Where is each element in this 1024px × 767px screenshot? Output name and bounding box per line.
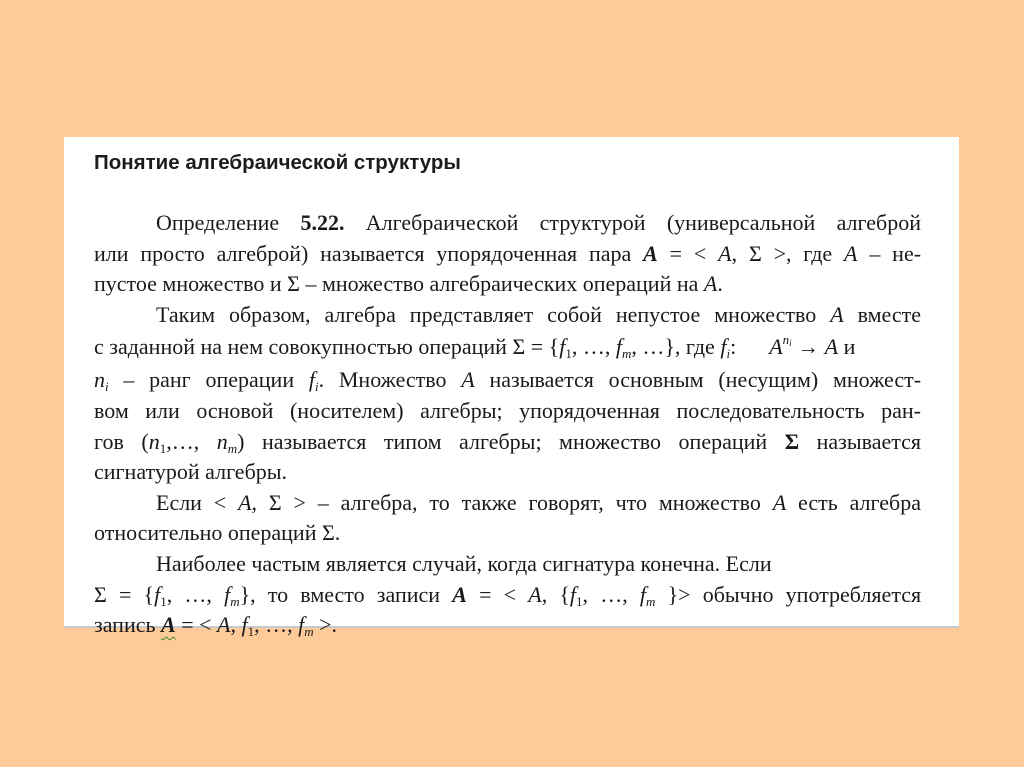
subscript: 1 — [159, 440, 167, 456]
subscript: 1 — [565, 346, 572, 362]
text-span: или просто алгеброй) называется упорядоченная пара — [94, 240, 632, 266]
p2-line-5 — [94, 427, 921, 458]
text-span: и — [843, 334, 856, 360]
p2-line-3 — [94, 365, 921, 396]
subscript: i — [726, 346, 731, 362]
p3-line-1 — [94, 488, 921, 519]
text-span: , Σ > – алгебра, то также говорят, что множество — [251, 489, 761, 515]
text-span: гов ( — [94, 428, 149, 454]
symbol-n: n — [216, 428, 228, 454]
p3-line-2 — [94, 518, 921, 549]
text-span: , — [230, 612, 236, 638]
superscript-index: i — [789, 338, 792, 349]
symbol-A: A — [772, 489, 787, 515]
symbol-A: A — [824, 334, 839, 360]
text-span: . Множество — [318, 367, 447, 393]
text-span: Если < — [156, 489, 239, 515]
symbol-A: A — [830, 301, 844, 327]
p2-line-1 — [94, 300, 921, 331]
text-span: = < — [669, 240, 719, 266]
text-span: сигнатурой алгебры. — [94, 459, 288, 485]
page-title: Понятие алгебраической структуры — [94, 151, 461, 174]
p2-line-2 — [94, 330, 921, 365]
text-span: , …, — [166, 581, 212, 607]
symbol-f: f — [298, 612, 305, 638]
symbol-f: f — [559, 334, 566, 360]
p1-line-3 — [94, 269, 921, 300]
text-span: запись — [94, 612, 156, 638]
p4-line-1 — [94, 549, 921, 580]
symbol-A: A — [844, 240, 858, 266]
subscript: m — [304, 624, 314, 640]
symbol-f: f — [569, 581, 577, 607]
text-span: Алгебраической структурой (универсальной алгеброй — [365, 210, 921, 235]
text-span: >. — [313, 612, 338, 638]
symbol-A: A — [461, 367, 475, 393]
p1-line-2 — [94, 239, 921, 270]
symbol-A: A — [528, 581, 542, 607]
superscript: n — [782, 332, 790, 348]
text-span: , …}, где — [631, 334, 715, 360]
text-span: , …, — [254, 612, 293, 638]
p4-line-3 — [94, 610, 921, 641]
subscript: i — [105, 379, 109, 395]
symbol-f: f — [154, 581, 161, 607]
text-span: ,…, — [166, 428, 200, 454]
p1-line-1 — [94, 208, 921, 239]
subscript: 1 — [576, 593, 583, 609]
subscript: 1 — [247, 624, 255, 640]
symbol-f: f — [224, 581, 231, 607]
text-span: ) называется типом алгебры; множество операций — [237, 428, 768, 454]
symbol-A: A — [718, 240, 732, 266]
arrow-icon: → — [797, 334, 820, 360]
text-span: Σ = { — [94, 581, 155, 607]
p2-line-4 — [94, 396, 921, 427]
text-span: }, то вместо записи — [239, 581, 441, 607]
subscript: 1 — [160, 593, 167, 609]
p4-line-2 — [94, 580, 921, 611]
symbol-f: f — [615, 334, 622, 360]
text-span: относительно операций Σ. — [94, 520, 341, 546]
text-span: , { — [541, 581, 570, 607]
text-span: называется основным (несущим) множест- — [489, 367, 922, 393]
text-span: , …, — [582, 581, 628, 607]
symbol-f: f — [308, 367, 315, 393]
subscript: m — [621, 346, 632, 362]
document-page — [64, 137, 959, 640]
text-span: : — [730, 334, 737, 360]
text-span: вом или основой (носителем) алгебры; упорядоченная последовательность ран- — [94, 397, 921, 423]
text-span: = < — [479, 581, 529, 607]
text-span: Таким образом, алгебра представляет собой непустое множество — [156, 301, 817, 327]
definition-number: 5.22. — [300, 210, 345, 235]
text-span: , Σ >, где — [731, 240, 833, 266]
subscript: m — [230, 593, 240, 609]
symbol-A-bold: A — [643, 240, 658, 266]
symbol-A: A — [217, 612, 231, 638]
text-span: , …, — [571, 334, 611, 360]
symbol-A-bold: A — [161, 612, 176, 638]
text-span: есть алгебра — [798, 489, 921, 515]
subscript: m — [646, 593, 656, 609]
text-span: называется — [816, 428, 922, 454]
symbol-sigma-bold: Σ — [784, 428, 800, 454]
text-span: Наиболее частым является случай, когда сигнатура конечна. Если — [156, 550, 772, 576]
symbol-n: n — [94, 367, 105, 393]
text-span: – ранг операции — [123, 367, 295, 393]
text-span: }> обычно употребляется — [667, 581, 922, 607]
p2-line-6 — [94, 457, 921, 488]
text-span: пустое множество и Σ – множество алгебраических операций на — [94, 271, 699, 297]
symbol-A: A — [769, 334, 783, 360]
text-span: = < — [181, 612, 218, 638]
subscript: i — [314, 379, 319, 395]
symbol-f: f — [639, 581, 647, 607]
symbol-A: A — [238, 489, 252, 515]
symbol-A: A — [703, 271, 718, 297]
symbol-A-bold: A — [452, 581, 467, 607]
text-span: . — [717, 271, 723, 297]
symbol-f: f — [241, 612, 248, 638]
symbol-n: n — [148, 428, 160, 454]
text-span: с заданной на нем совокупностью операций Σ = { — [94, 334, 560, 360]
document-body — [94, 208, 921, 641]
subscript: m — [227, 440, 238, 456]
text-span: вместе — [857, 301, 921, 327]
symbol-f: f — [720, 334, 727, 360]
definition-label: Определение — [156, 210, 280, 235]
text-span: – не- — [869, 240, 922, 266]
